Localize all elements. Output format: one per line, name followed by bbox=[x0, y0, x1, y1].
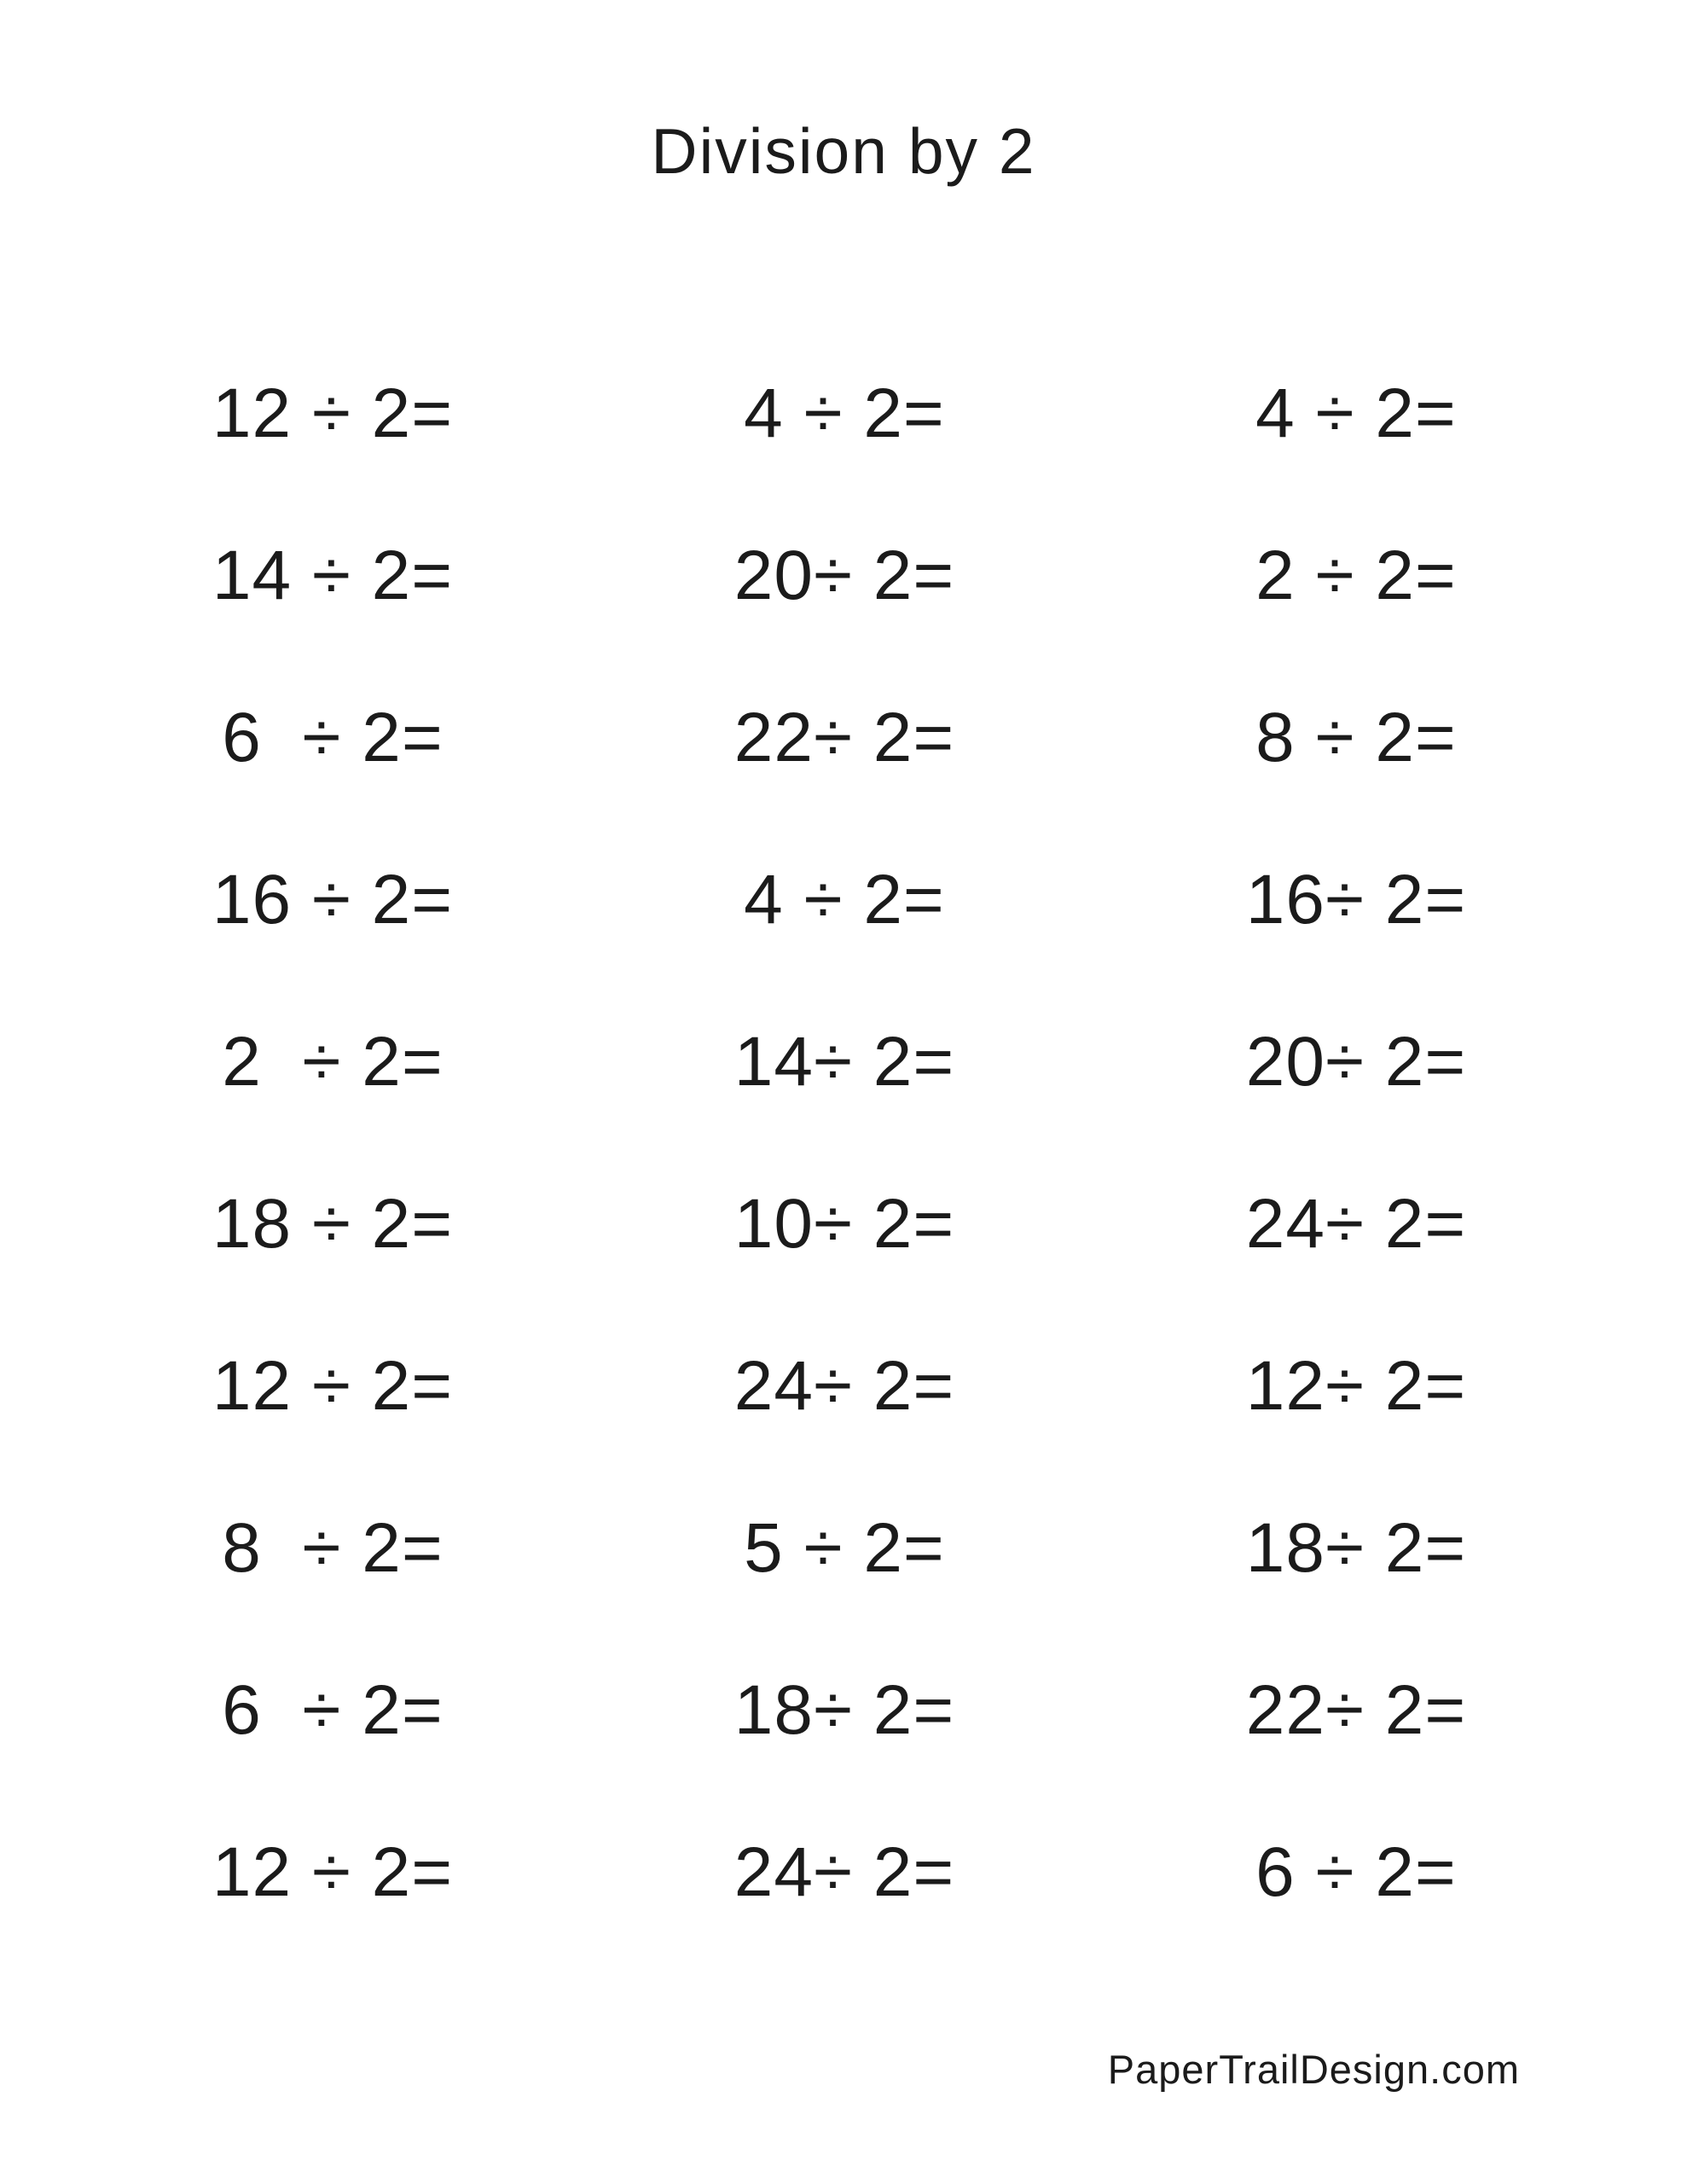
division-problem: 12÷ 2= bbox=[1245, 1347, 1467, 1425]
division-problem: 18÷ 2= bbox=[1245, 1509, 1467, 1587]
division-problem: 4 ÷ 2= bbox=[744, 861, 945, 938]
division-problem: 14 ÷ 2= bbox=[212, 537, 454, 614]
division-problem: 12 ÷ 2= bbox=[212, 1347, 454, 1425]
division-problem: 12 ÷ 2= bbox=[212, 1833, 454, 1911]
division-problem: 14÷ 2= bbox=[733, 1023, 955, 1101]
division-problem: 24÷ 2= bbox=[733, 1347, 955, 1425]
division-problem: 2 ÷ 2= bbox=[1255, 537, 1457, 614]
division-problem: 22÷ 2= bbox=[733, 699, 955, 776]
division-problem: 6 ÷ 2= bbox=[222, 699, 443, 776]
division-problem: 18÷ 2= bbox=[733, 1671, 955, 1749]
division-problem: 16÷ 2= bbox=[1245, 861, 1467, 938]
division-problem: 8 ÷ 2= bbox=[222, 1509, 443, 1587]
division-problem: 5 ÷ 2= bbox=[744, 1509, 945, 1587]
worksheet-title: Division by 2 bbox=[651, 115, 1036, 187]
problems-grid bbox=[77, 333, 1612, 1954]
division-problem: 4 ÷ 2= bbox=[1255, 375, 1457, 452]
division-problem: 24÷ 2= bbox=[1245, 1185, 1467, 1263]
division-problem: 20÷ 2= bbox=[733, 537, 955, 614]
division-problem: 12 ÷ 2= bbox=[212, 375, 454, 452]
division-problem: 6 ÷ 2= bbox=[1255, 1833, 1457, 1911]
division-problem: 8 ÷ 2= bbox=[1255, 699, 1457, 776]
division-problem: 18 ÷ 2= bbox=[212, 1185, 454, 1263]
division-problem: 2 ÷ 2= bbox=[222, 1023, 443, 1101]
division-problem: 10÷ 2= bbox=[733, 1185, 955, 1263]
division-problem: 24÷ 2= bbox=[733, 1833, 955, 1911]
division-problem: 20÷ 2= bbox=[1245, 1023, 1467, 1101]
footer-credit: PaperTrailDesign.com bbox=[1107, 2047, 1520, 2092]
division-problem: 16 ÷ 2= bbox=[212, 861, 454, 938]
division-problem: 22÷ 2= bbox=[1245, 1671, 1467, 1749]
division-problem: 6 ÷ 2= bbox=[222, 1671, 443, 1749]
division-problem: 4 ÷ 2= bbox=[744, 375, 945, 452]
